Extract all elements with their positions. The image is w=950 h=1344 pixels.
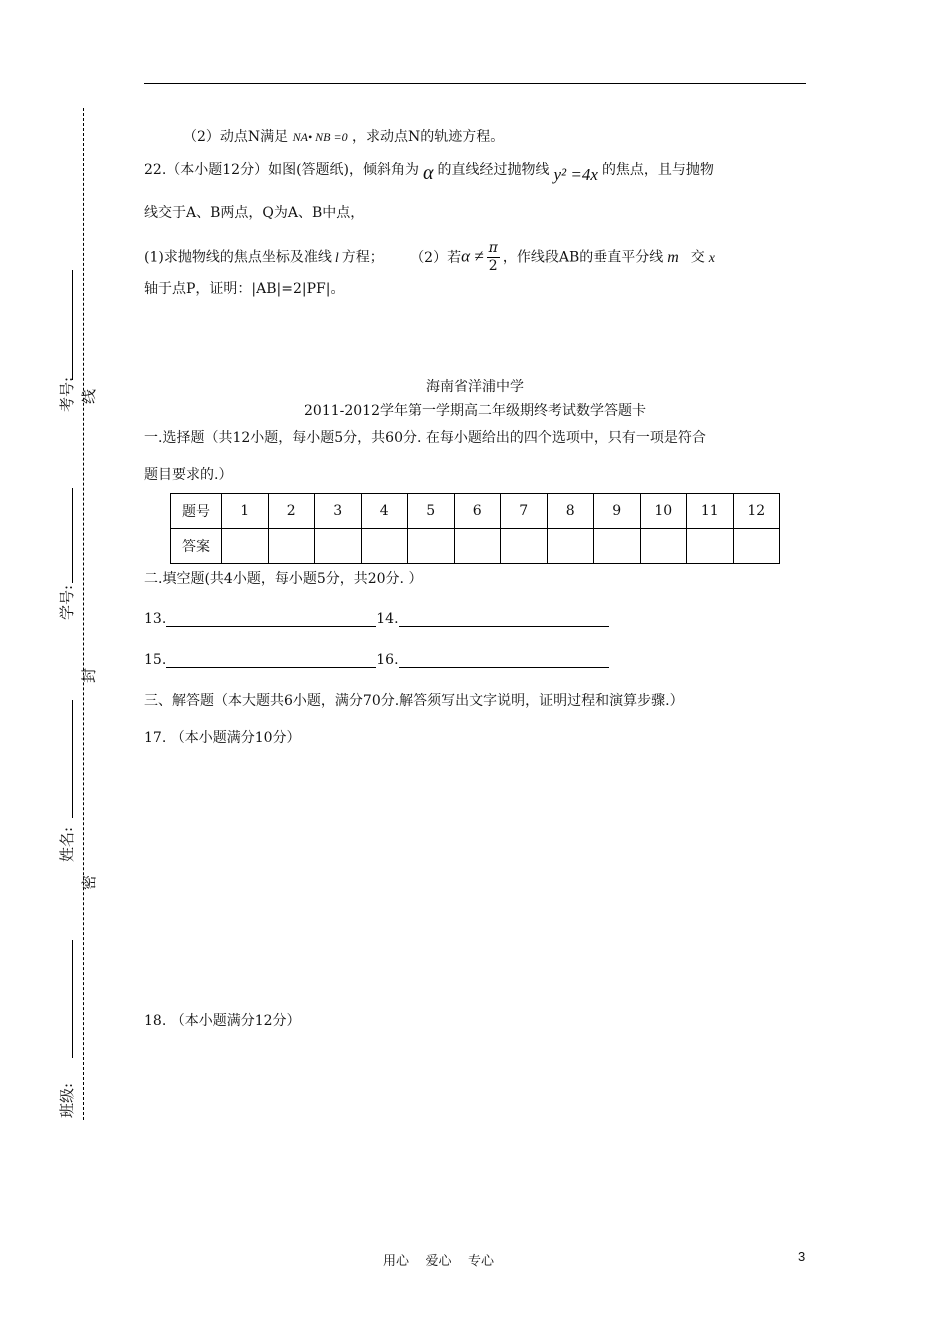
- answer-cell[interactable]: [733, 529, 780, 564]
- answer-cell[interactable]: [222, 529, 269, 564]
- question-number-cell: 10: [640, 494, 687, 529]
- table-header-cell: 答案: [171, 529, 222, 564]
- name-underline: [72, 700, 73, 818]
- seal-line-char: 线: [80, 388, 98, 404]
- answer-blank-13[interactable]: [166, 612, 376, 627]
- question-number-cell: 11: [687, 494, 734, 529]
- footer-motto: 用心 爱心 专心: [383, 1254, 495, 1269]
- class-underline: [72, 940, 73, 1058]
- problem18-heading: 18. （本小题满分12分）: [144, 1013, 301, 1029]
- header-rule: [144, 83, 806, 84]
- answer-cell[interactable]: [547, 529, 594, 564]
- answer-cell[interactable]: [361, 529, 408, 564]
- fill-row-2: 15. 16.: [144, 652, 609, 668]
- question-number-cell: 8: [547, 494, 594, 529]
- school-name: 海南省洋浦中学: [426, 379, 524, 395]
- parabola-equation: y² =4x: [553, 165, 598, 184]
- question-number-cell: 3: [315, 494, 362, 529]
- answer-cell[interactable]: [408, 529, 455, 564]
- table-header-cell: 题号: [171, 494, 222, 529]
- answer-table: [170, 493, 780, 564]
- exam-no-underline: [72, 270, 73, 380]
- question-number-cell: 1: [222, 494, 269, 529]
- question-number-cell: 2: [268, 494, 315, 529]
- question-number-cell: 5: [408, 494, 455, 529]
- fill-row-1: 13. 14.: [144, 611, 609, 627]
- vector-condition: NA• NB =0: [292, 130, 348, 144]
- seal-char: 封: [80, 667, 98, 683]
- answer-blank-16[interactable]: [399, 653, 609, 668]
- student-no-underline: [72, 488, 73, 583]
- question-number-cell: 7: [501, 494, 548, 529]
- question-number-cell: 4: [361, 494, 408, 529]
- section1-instructions: 一.选择题（共12小题，每小题5分，共60分. 在每小题给出的四个选项中，只有一项是符合: [144, 430, 706, 446]
- answer-cell[interactable]: [687, 529, 734, 564]
- student-no-label: 学号:: [58, 584, 76, 620]
- answer-cell[interactable]: [315, 529, 362, 564]
- answer-cell[interactable]: [594, 529, 641, 564]
- answer-cell[interactable]: [501, 529, 548, 564]
- section3-title: 三、解答题（本大题共6小题，满分70分.解答须写出文字说明，证明过程和演算步骤.）: [144, 693, 684, 709]
- question-number-cell: 9: [594, 494, 641, 529]
- secret-char: 密: [80, 874, 98, 890]
- pi-over-two: $\frac{\pi}{2}$: [488, 240, 498, 274]
- answer-blank-14[interactable]: [399, 612, 609, 627]
- class-label: 班级:: [58, 1082, 76, 1118]
- section2-title: 二.填空题(共4小题，每小题5分，共20分. ）: [144, 571, 423, 587]
- question-number-cell: 12: [733, 494, 780, 529]
- name-label: 姓名:: [58, 826, 76, 862]
- problem22-line4: 轴于点P，证明：|AB|=2|PF|。: [144, 281, 345, 297]
- binding-dashed-line: [83, 108, 84, 1120]
- table-row: [171, 494, 780, 529]
- problem22-line1: 22.（本小题12分）如图(答题纸)，倾斜角为 α 的直线经过抛物线 y² =4x 的焦点，且与抛物: [144, 162, 714, 184]
- problem21-part2: （2）动点N满足 NA• NB =0 ，求动点N的轨迹方程。: [183, 129, 505, 145]
- question-number-cell: 6: [454, 494, 501, 529]
- answer-cell[interactable]: [640, 529, 687, 564]
- answer-cell[interactable]: [454, 529, 501, 564]
- answer-card-title: 2011-2012学年第一学期高二年级期终考试数学答题卡: [304, 403, 646, 419]
- table-row: [171, 529, 780, 564]
- page-number: 3: [798, 1249, 806, 1264]
- problem22-line2: 线交于A、B两点，Q为A、B中点，: [144, 205, 365, 221]
- answer-blank-15[interactable]: [166, 653, 376, 668]
- section1-instructions-cont: 题目要求的.）: [144, 467, 233, 483]
- problem22-line3: (1)求抛物线的焦点坐标及准线 l 方程； （2）若α ≠ $\frac{\pi}{2}$ ，作线段AB的垂直平分线 m 交 x: [144, 240, 716, 274]
- answer-cell[interactable]: [268, 529, 315, 564]
- problem17-heading: 17. （本小题满分10分）: [144, 730, 301, 746]
- exam-no-label: 考号:: [58, 376, 76, 412]
